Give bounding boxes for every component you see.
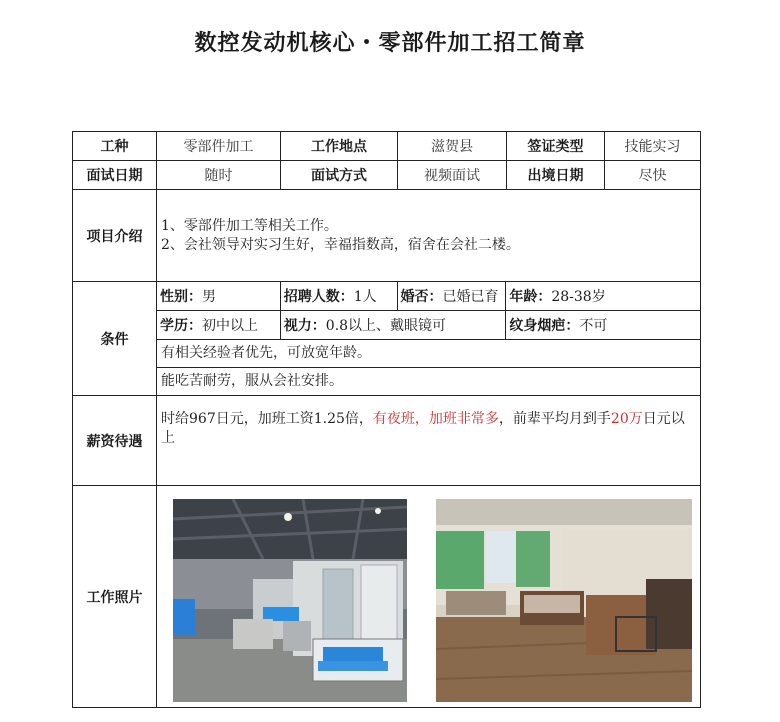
age-value: 28-38岁	[551, 289, 606, 305]
table-row	[73, 282, 701, 311]
project-line-1: 1、零部件加工等相关工作。	[161, 217, 338, 234]
vision-cell	[281, 311, 507, 339]
visa-value: 技能实习	[605, 132, 701, 161]
job-type-label: 工种	[73, 132, 157, 161]
table-row	[73, 396, 701, 486]
project-line-2: 2、会社领导对实习生好，幸福指数高，宿舍在会社二楼。	[161, 236, 520, 253]
project-label: 项目介绍	[73, 190, 157, 282]
departure-value: 尽快	[605, 161, 701, 190]
salary-text-3: 日元以上	[161, 411, 685, 446]
gender-cell	[157, 282, 281, 310]
dormitory-photo	[436, 499, 692, 702]
photos-label: 工作照片	[73, 486, 157, 708]
salary-night-shift: 有夜班，加班非常多	[372, 411, 499, 427]
table-row	[73, 161, 701, 190]
table-row	[73, 190, 701, 282]
vision-label: 视力：	[283, 318, 326, 334]
page-title: 数控发动机核心・零部件加工招工简章	[194, 31, 586, 56]
age-label: 年龄：	[509, 289, 552, 305]
visa-label: 签证类型	[507, 132, 605, 161]
marriage-cell	[398, 282, 507, 310]
job-type-value: 零部件加工	[157, 132, 281, 161]
tattoo-label: 纹身烟疤：	[509, 318, 580, 334]
salary-amount: 20万	[610, 411, 643, 427]
table-row	[73, 340, 701, 368]
education-label: 学历：	[160, 318, 202, 334]
conditions-row-2	[157, 311, 701, 340]
vision-value: 0.8以上、戴眼镜可	[325, 318, 447, 334]
table-row	[73, 368, 701, 396]
salary-label: 薪资待遇	[73, 396, 157, 486]
project-content	[157, 190, 701, 282]
factory-photo	[173, 499, 407, 702]
table-row	[73, 132, 701, 161]
age-cell	[506, 282, 700, 310]
count-label: 招聘人数：	[283, 289, 354, 305]
conditions-note-1: 有相关经验者优先，可放宽年龄。	[157, 340, 701, 368]
location-value: 滋贺县	[398, 132, 507, 161]
conditions-label: 条件	[73, 282, 157, 396]
tattoo-value: 不可	[579, 318, 608, 334]
count-cell	[281, 282, 398, 310]
marriage-label: 婚否：	[400, 289, 443, 305]
salary-content	[157, 396, 701, 486]
count-value: 1人	[353, 289, 377, 305]
gender-label: 性别：	[160, 289, 202, 305]
conditions-row-1	[157, 282, 701, 311]
education-value: 初中以上	[202, 318, 258, 334]
location-label: 工作地点	[281, 132, 398, 161]
departure-label: 出境日期	[507, 161, 605, 190]
tattoo-cell	[506, 311, 700, 339]
gender-value: 男	[202, 289, 216, 305]
interview-date-label: 面试日期	[73, 161, 157, 190]
conditions-note-2: 能吃苦耐劳，服从会社安排。	[157, 368, 701, 396]
interview-method-label: 面试方式	[281, 161, 398, 190]
interview-date-value: 随时	[157, 161, 281, 190]
salary-text-2: ，前辈平均月到手	[498, 411, 611, 427]
marriage-value: 已婚已育	[442, 289, 499, 305]
table-row	[73, 311, 701, 340]
interview-method-value: 视频面试	[398, 161, 507, 190]
education-cell	[157, 311, 281, 339]
salary-text-1: 时给967日元，加班工资1.25倍，	[161, 411, 373, 427]
